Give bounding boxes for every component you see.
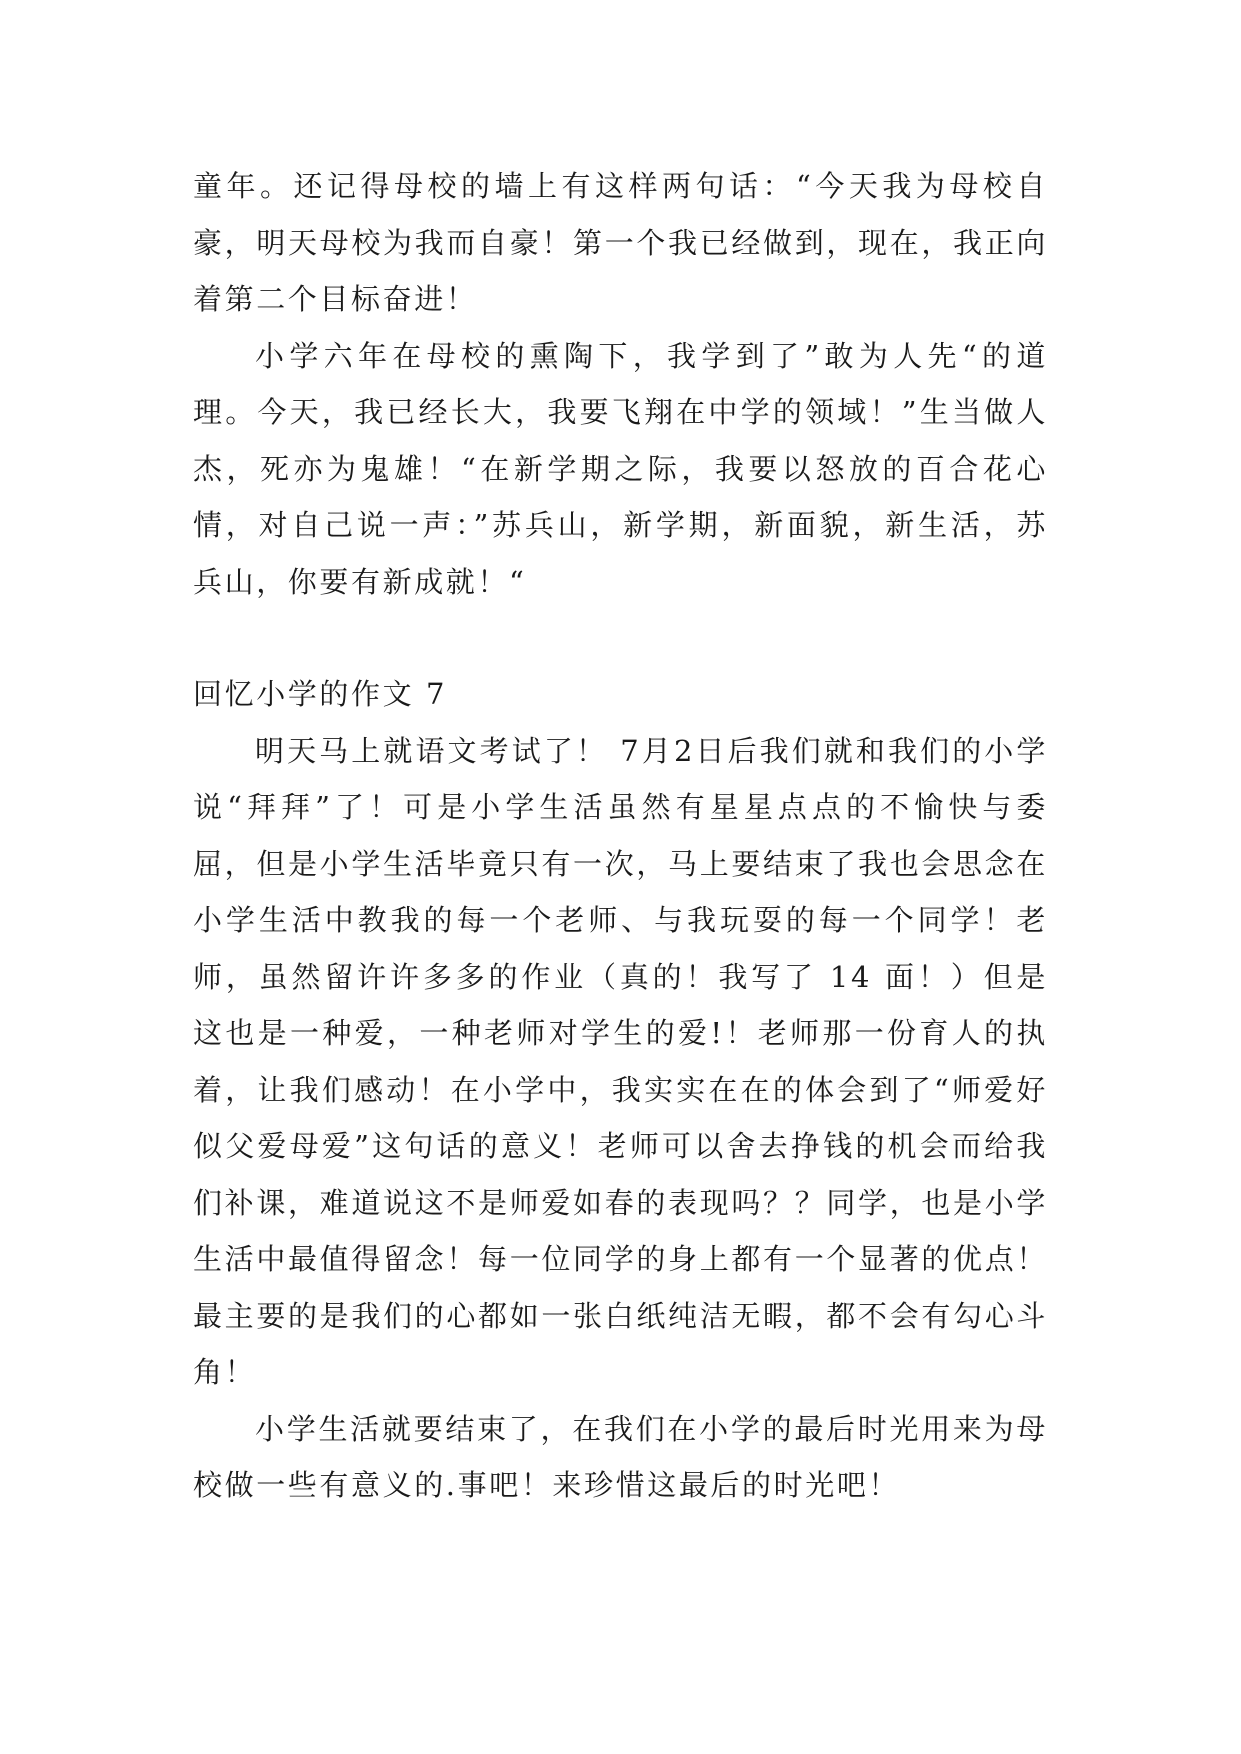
section-heading: 回忆小学的作文 7 <box>193 677 448 711</box>
paragraph: 小学六年在母校的熏陶下，我学到了”敢为人先“的道理。今天，我已经长大，我要飞翔在中学的领域！”生当做人杰，死亦为鬼雄！“在新学期之际，我要以怒放的百合花心情，对自己说一声：”苏兵山，新学期，新面貌，新生活，苏兵山，你要有新成就！“ <box>193 338 1048 599</box>
paragraph: 小学生活就要结束了，在我们在小学的最后时光用来为母校做一些有意义的.事吧！来珍惜这最后的时光吧！ <box>193 1411 1048 1502</box>
paragraph-continuation: 童年。还记得母校的墙上有这样两句话：“今天我为母校自豪，明天母校为我而自豪！第一个我已经做到，现在，我正向着第二个目标奋进！ <box>193 169 1048 316</box>
document-body <box>193 158 1048 1514</box>
paragraph: 明天马上就语文考试了！ 7月2日后我们就和我们的小学说“拜拜”了！可是小学生活虽然有星星点点的不愉快与委屈，但是小学生活毕竟只有一次，马上要结束了我也会思念在小学生活中教我的每一个老师、与我玩耍的每一个同学！老师，虽然留许许多多的作业（真的！我写了 14 面！）但是这也是一种爱，一种老师对学生的爱!！老师那一份育人的执着，让我们感动！在小学中，我实实在在的体会到了“师爱好似父爱母爱”这句话的意义！老师可以舍去挣钱的机会而给我们补课，难道说这不是师爱如春的表现吗？？同学，也是小学生活中最值得留念！每一位同学的身上都有一个显著的优点！最主要的是我们的心都如一张白纸纯洁无暇，都不会有勾心斗角！ <box>193 733 1048 1389</box>
